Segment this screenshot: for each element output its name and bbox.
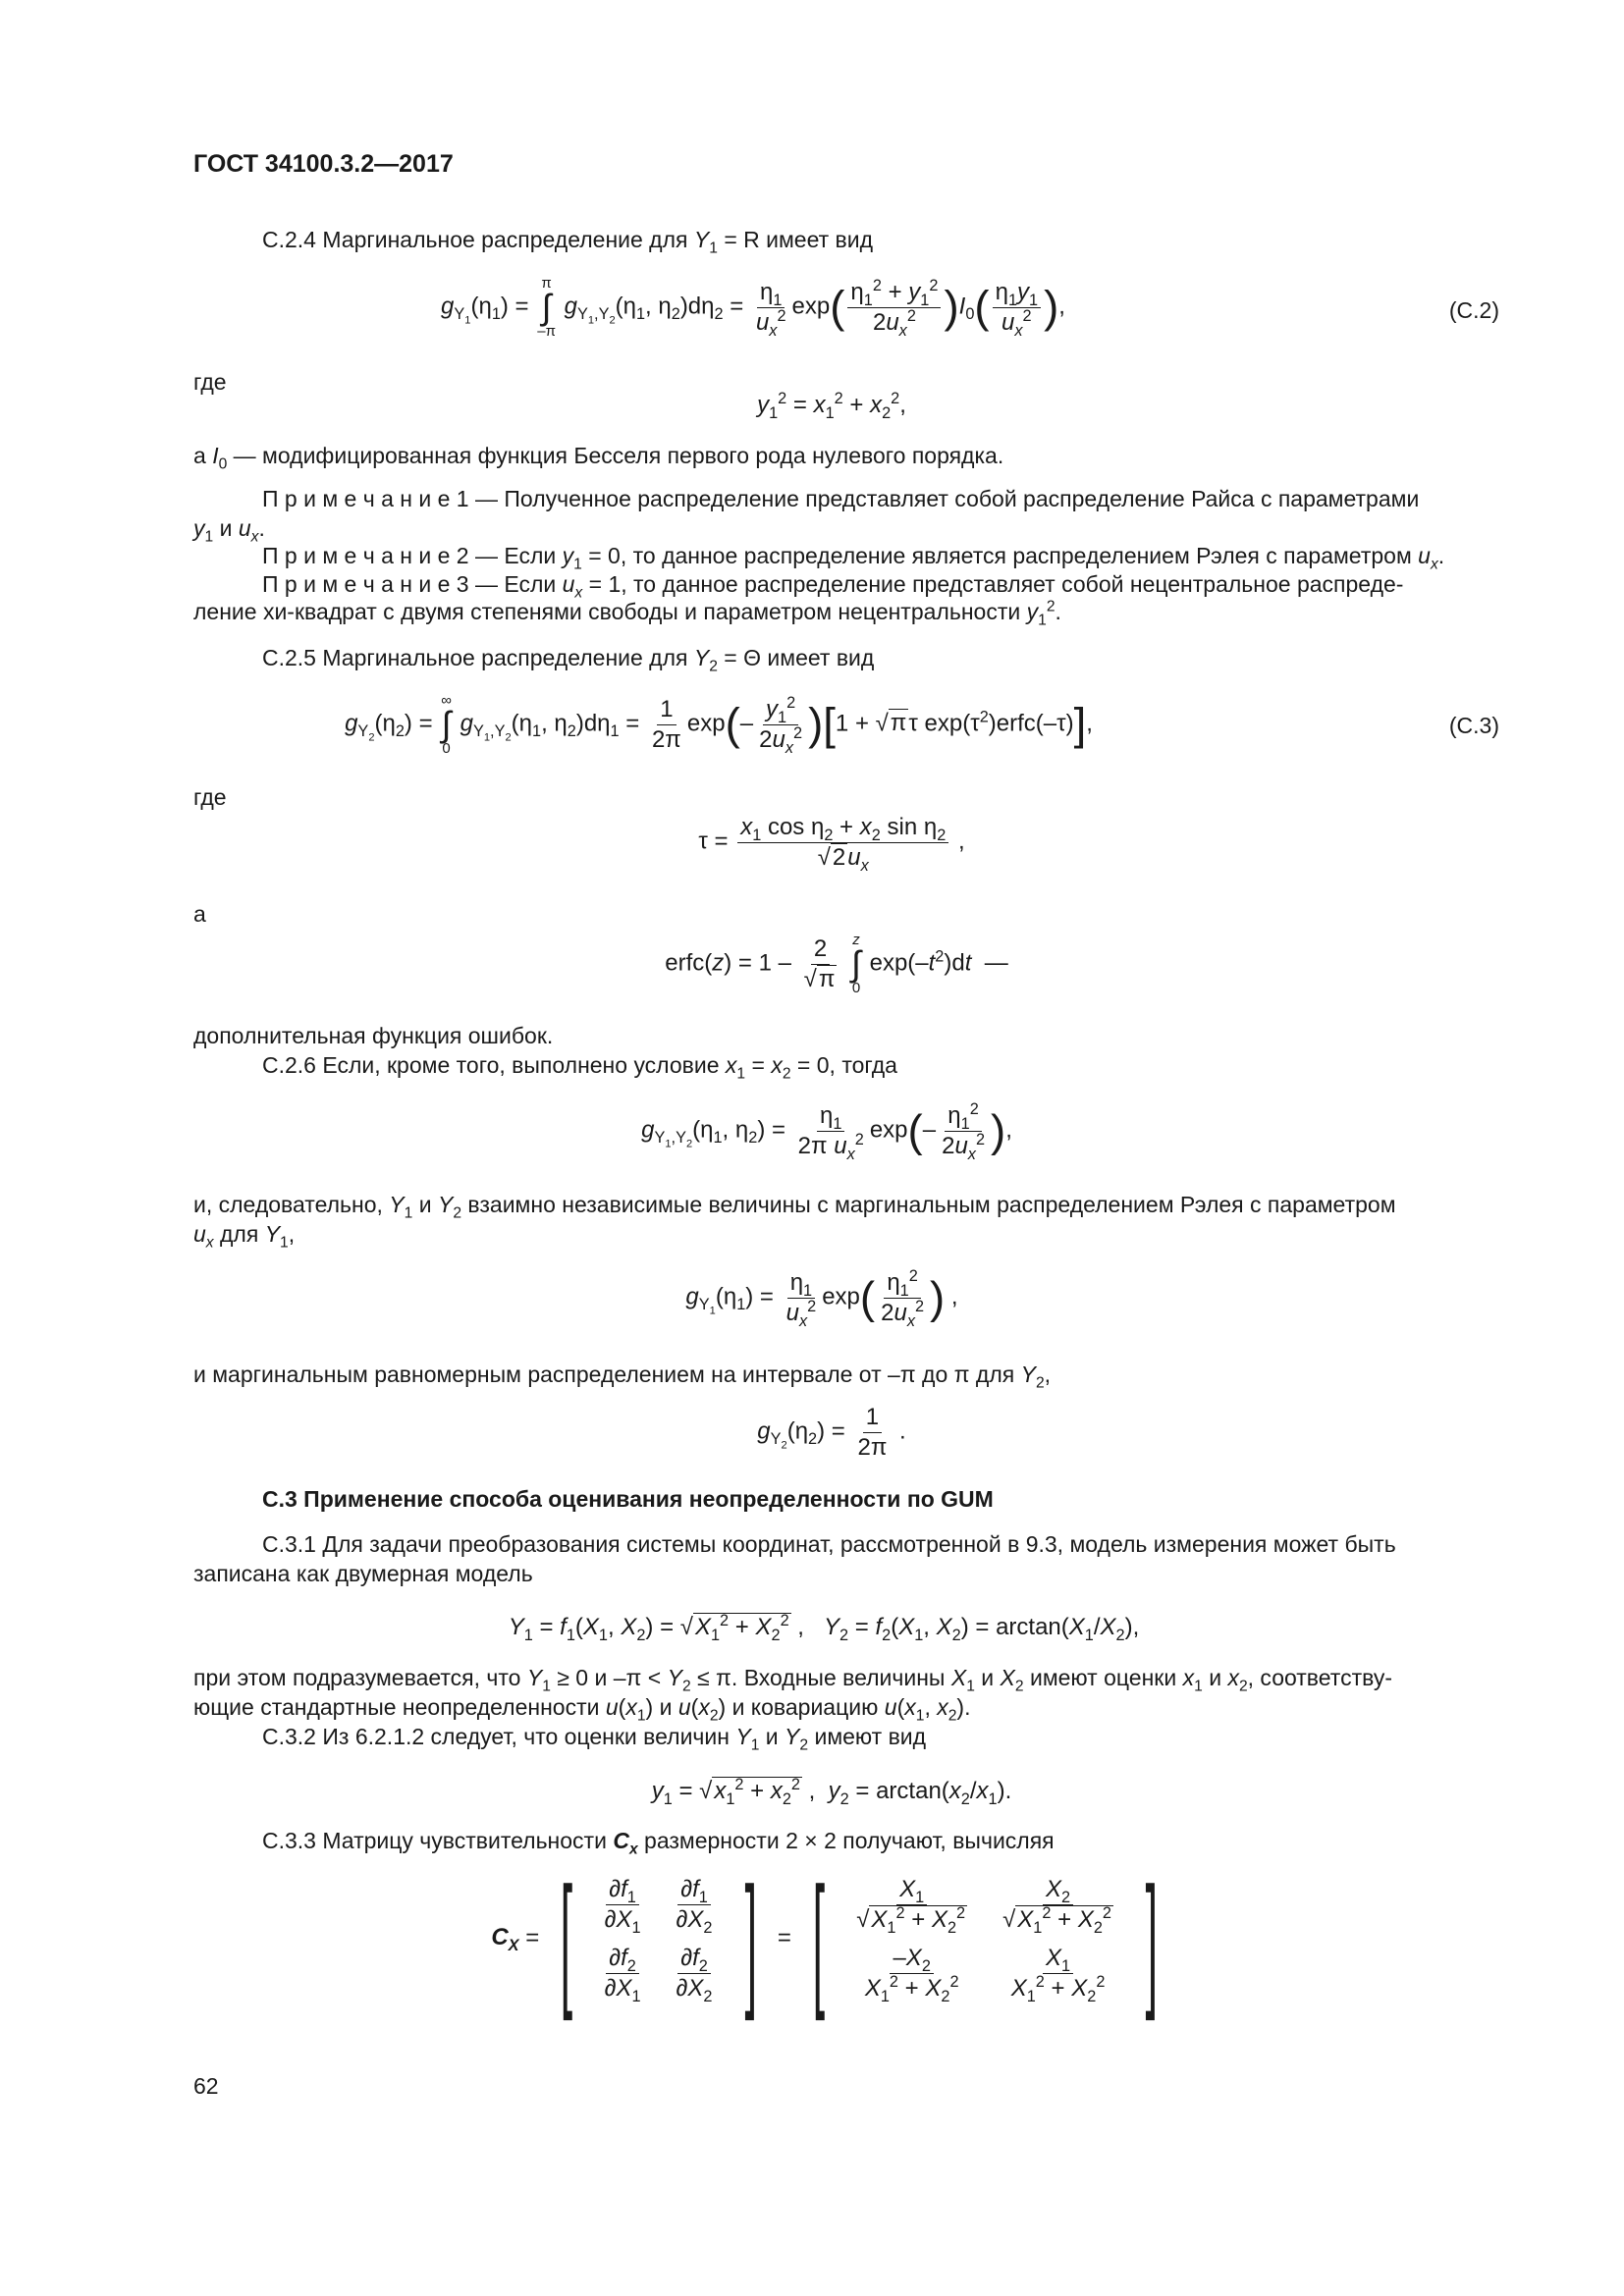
- paragraph-uniform: и маргинальным равномерным распределением на интервале от –π до π для $Y_2$,: [193, 1362, 1052, 1392]
- where-label-2: где: [193, 784, 227, 810]
- equation-y1-squared: $y_1^2 = x_1^2 + x_2^2$,: [757, 390, 906, 422]
- note-3-cont: ление хи-квадрат с двумя степенями свободы и параметром нецентральности $y_1^2$.: [193, 598, 1061, 629]
- equation-tau: τ = $\frac{x_1 \cos \eta_2 + x_2 \sin \eta_2}{√2u_x}$ ,: [698, 814, 965, 875]
- section-heading-c3: С.3 Применение способа оценивания неопределенности по GUM: [262, 1486, 994, 1512]
- equation-number-c3: (C.3): [1448, 713, 1499, 738]
- paragraph-independent-line1: и, следовательно, $Y_1$ и $Y_2$ взаимно независимые величины с маргинальным распределением Рэлея с параметром: [193, 1192, 1396, 1222]
- note-1: П р и м е ч а н и е 1 — Полученное распределение представляет собой распределение Райса с параметрами: [262, 486, 1420, 511]
- paragraph-bessel: а $I_0$ — модифицированная функция Бесселя первого рода нулевого порядка.: [193, 443, 1004, 473]
- note-3: П р и м е ч а н и е 3 — Если $u_x = 1$, то данное распределение представляет собой нецентральное распреде-: [262, 571, 1404, 602]
- matrix-partial-derivatives: [ $\frac{\partial f_1}{\partial X_1}$ $\frac{\partial f_1}{\partial X_2}$ $\frac{\partial f_2}{\partial X_1}$ $\frac{\partial f_2}{\partial X_2}$ ]: [560, 1856, 757, 2021]
- equation-c3: $g_{Y_2}(\eta_2)$ = ∞ ∫ 0 $g_{Y_1,Y_2}(\eta_1$, $\eta_2)d\eta_1$ = $\frac{1}{2\pi}$ exp(– $\frac{y_1^2}{2u_x^2}$ )[1 + √πτ $\exp(\tau^2)erfc(-\tau)$],: [345, 692, 1093, 757]
- page-number: 62: [193, 2073, 219, 2099]
- note-1-cont: $y_1$ и $u_x$.: [193, 515, 265, 546]
- equation-c2: $g_{Y_1}(\eta_1)$ = π ∫ –π $g_{Y_1,Y_2}(\eta_1$, $\eta_2)d\eta_2$ = $\frac{\eta_1}{u_x^2}$ exp( $\frac{\eta_1^2 + y_1^2}{2u_x^2}$ )$I_0$( $\frac{\eta_1y_1}{u_x^2}$ ),: [441, 275, 1065, 340]
- paragraph-c32: С.3.2 Из 6.2.1.2 следует, что оценки величин $Y_1$ и $Y_2$ имеют вид: [262, 1724, 927, 1754]
- equation-model: $Y_1 = f_1(X_1$, $X_2) = √X_1^2 + X_2^2$ , $Y_2 = f_2(X_1$, $X_2) = \arctan(X_1/X_2)$,: [508, 1612, 1140, 1644]
- paragraph-c33: С.3.3 Матрицу чувствительности $C_x$ размерности 2 × 2 получают, вычисляя: [262, 1828, 1055, 1858]
- and-label: а: [193, 901, 206, 927]
- note-2: П р и м е ч а н и е 2 — Если $y_1 = 0$, то данное распределение является распределением Рэлея с параметром $u_x$.: [262, 543, 1445, 573]
- paragraph-independent-line2: $u_x$ для $Y_1$,: [193, 1221, 296, 1252]
- matrix-explicit: [ $\frac{X_1}{√X_1^2 + X_2^2}$ $\frac{X_2}{√X_1^2 + X_2^2}$ $\frac{-X_2}{X_1^2 + X_2^2}$ $\frac{X_1}{X_1^2 + X_2^2}$ ]: [812, 1856, 1159, 2021]
- paragraph-implied-line1: при этом подразумевается, что $Y_1 \ge 0$ и $-\pi < Y_2 \le \pi$. Входные величины $X_1$ и $X_2$ имеют оценки $x_1$ и $x_2$, соответству-: [193, 1665, 1392, 1695]
- paragraph-implied-line2: ющие стандартные неопределенности $u(x_1)$ и $u(x_2)$ и ковариацию $u(x_1$, $x_2$).: [193, 1694, 971, 1725]
- equation-rayleigh: $g_{Y_1}(\eta_1)$ = $\frac{\eta_1}{u_x^2}$ exp( $\frac{\eta_1^2}{2u_x^2}$ ) ,: [685, 1267, 958, 1330]
- paragraph-erfc: дополнительная функция ошибок.: [193, 1023, 554, 1048]
- equation-uniform: $g_{Y_2}(\eta_2)$ = $\frac{1}{2\pi}$ .: [757, 1404, 906, 1461]
- paragraph-c25: С.2.5 Маргинальное распределение для $Y_2 = \Theta$ имеет вид: [262, 645, 875, 675]
- equation-joint-density: $g_{Y_1,Y_2}(\eta_1$, $\eta_2$) = $\frac{\eta_1}{2\pi u_x^2}$ exp(– $\frac{\eta_1^2}{2u_x^2}$ ),: [641, 1100, 1012, 1163]
- equation-sensitivity-matrix: $C_X$ = [ $\frac{\partial f_1}{\partial X_1}$ $\frac{\partial f_1}{\partial X_2}$ $\frac{\partial f_2}{\partial X_1}$ $\frac{\partial f_2}{\partial X_2}$ ] = [ $\frac{X_1}{√X_1^2 + X_2^2}$ $\frac{X_2}{√X_1^2 + X_2^2}$ $\frac{-X_2}{X_1^2 + X_2^2}$ $\frac{X_1}{X_1^2 + X_2^2}$ ]: [20, 1870, 1624, 2007]
- paragraph-c24: С.2.4 Маргинальное распределение для $Y_1 = R$ имеет вид: [262, 227, 874, 257]
- document-header: ГОСТ 34100.3.2—2017: [193, 150, 454, 178]
- paragraph-c31-line1: С.3.1 Для задачи преобразования системы координат, рассмотренной в 9.3, модель измерения может быть: [262, 1531, 1396, 1557]
- paragraph-c31-line2: записана как двумерная модель: [193, 1561, 533, 1586]
- equation-number-c2: (C.2): [1448, 297, 1499, 323]
- paragraph-c26: С.2.6 Если, кроме того, выполнено условие $x_1 = x_2 = 0$, тогда: [262, 1052, 897, 1083]
- equation-estimates: $y_1 = √x_1^2 + x_2^2$ , $y_2 = \arctan(x_2/x_1)$.: [651, 1776, 1012, 1808]
- where-label-1: где: [193, 369, 227, 395]
- equation-erfc: erfc(z) = 1 – $\frac{2}{√\pi}$ z ∫ 0 $\exp(-t^2)dt$ —: [665, 932, 1008, 996]
